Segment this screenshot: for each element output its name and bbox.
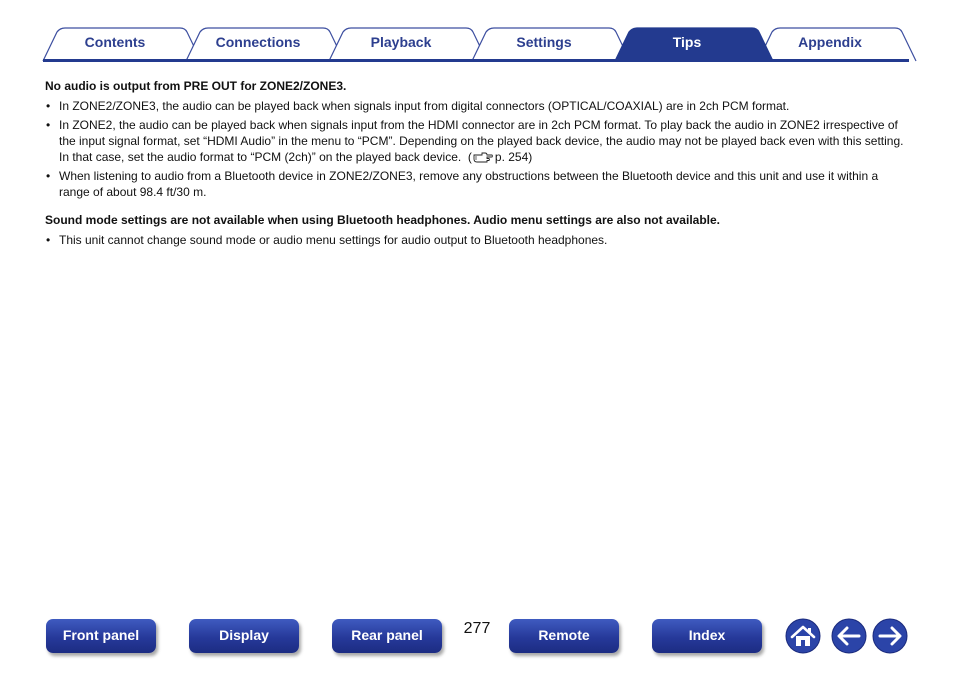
remote-button[interactable]: Remote: [509, 619, 619, 653]
rear-panel-button[interactable]: Rear panel: [332, 619, 442, 653]
list-item: [45, 117, 911, 165]
list-item: [45, 232, 911, 248]
ref-open: (: [467, 150, 472, 164]
list-item-text: When listening to audio from a Bluetooth device in ZONE2/ZONE3, remove any obstructions between the Bluetooth device and this unit and use it within a range of about 98.4 ft/30 m.: [59, 169, 879, 199]
tab-connections[interactable]: Connections: [215, 34, 301, 50]
list-item: [45, 98, 911, 114]
section-heading: No audio is output from PRE OUT for ZONE2/ZONE3.: [45, 79, 347, 93]
tab-contents[interactable]: Contents: [84, 34, 146, 50]
section-heading: Sound mode settings are not available when using Bluetooth headphones. Audio menu settings are also not available.: [45, 213, 720, 227]
forward-button[interactable]: [872, 618, 908, 654]
tab-appendix[interactable]: Appendix: [798, 34, 862, 50]
tab-settings[interactable]: Settings: [516, 34, 572, 50]
pointing-hand-icon: [473, 152, 493, 163]
tab-bar: [0, 0, 954, 64]
list-item-text: This unit cannot change sound mode or audio menu settings for audio output to Bluetooth headphones.: [59, 233, 608, 247]
bullet-mark: •: [46, 169, 51, 183]
page-number: 277: [463, 620, 491, 637]
list-item: [45, 168, 911, 200]
tab-shapes: [0, 0, 954, 64]
bullet-mark: •: [46, 118, 51, 132]
bullet-list: [45, 232, 911, 248]
tab-tips[interactable]: Tips: [672, 34, 702, 50]
list-item-text: In ZONE2/ZONE3, the audio can be played back when signals input from digital connectors (OPTICAL/COAXIAL) are in 2ch PCM format.: [59, 99, 790, 113]
back-button[interactable]: [831, 618, 867, 654]
index-button[interactable]: Index: [652, 619, 762, 653]
tab-playback[interactable]: Playback: [370, 34, 432, 50]
page-reference-link[interactable]: [465, 150, 533, 164]
arrow-left-icon: [831, 618, 867, 654]
tab-baseline: [43, 59, 909, 62]
front-panel-button[interactable]: Front panel: [46, 619, 156, 653]
home-icon: [785, 618, 821, 654]
page-content: [45, 78, 911, 256]
bullet-mark: •: [46, 233, 51, 247]
bullet-list: [45, 98, 911, 200]
bullet-mark: •: [46, 99, 51, 113]
list-item-text: In ZONE2, the audio can be played back when signals input from the HDMI connector are in 2ch PCM format. To play back the audio in ZONE2 irrespective of the input signal format, set “HDMI Audio” in the menu to “PCM”. Depending on the played back device, the audio may not be played back even with this setting. In that case, set the audio format to “PCM (2ch)” on the played back device.: [59, 118, 904, 164]
arrow-right-icon: [872, 618, 908, 654]
display-button[interactable]: Display: [189, 619, 299, 653]
home-button[interactable]: [785, 618, 821, 654]
ref-page: p. 254): [494, 150, 533, 164]
